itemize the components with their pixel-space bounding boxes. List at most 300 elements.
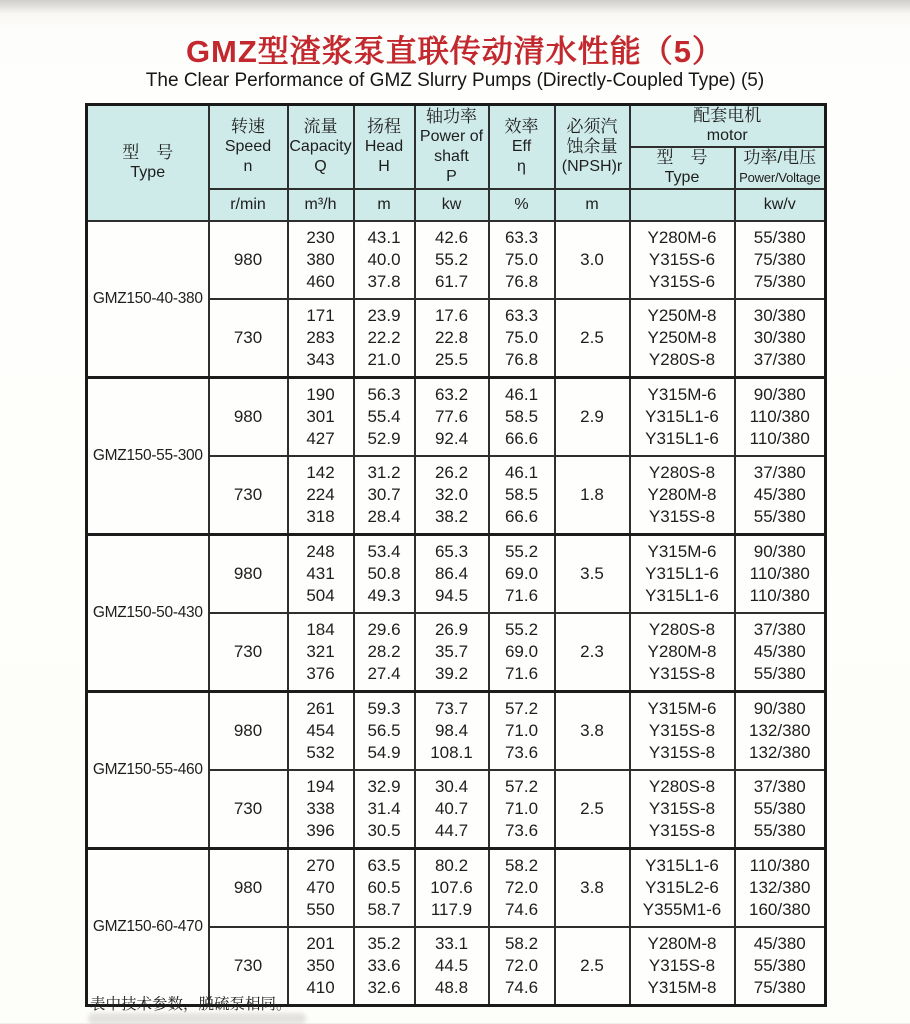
power-voltage-cell-value: 90/380 bbox=[753, 542, 806, 561]
speed-cell bbox=[209, 849, 288, 928]
eff-cell-value: 58.2 bbox=[504, 934, 539, 953]
col-header-eff: 效率 Eff η bbox=[489, 105, 555, 190]
motor-type-cell-value: Y315S-8 bbox=[648, 821, 716, 840]
capacity-cell-value: 410 bbox=[306, 978, 335, 997]
motor-type-cell-value: Y315M-6 bbox=[647, 699, 717, 718]
shaft-power-cell bbox=[415, 535, 489, 614]
power-voltage-cell-value: 37/380 bbox=[753, 350, 806, 369]
capacity-cell-value: 454 bbox=[306, 721, 335, 740]
npsh-cell-value: 2.5 bbox=[580, 799, 604, 818]
scan-top-shade bbox=[0, 0, 910, 14]
head-cell bbox=[354, 613, 415, 692]
shaft-power-cell-value: 26.2 bbox=[434, 463, 469, 482]
shaft-power-cell bbox=[415, 613, 489, 692]
header-row-1 bbox=[87, 105, 826, 148]
head-cell-value: 59.3 bbox=[367, 699, 401, 718]
speed-cell bbox=[209, 378, 288, 457]
motor-type-cell-value: Y315L1-6 bbox=[645, 407, 719, 426]
eff-cell-value: 76.8 bbox=[504, 350, 539, 369]
col-header-motor-type: 型 号 Type bbox=[630, 147, 735, 189]
head-cell-value: 55.4 bbox=[367, 407, 401, 426]
model-cell bbox=[87, 221, 209, 378]
power-voltage-cell bbox=[735, 378, 826, 457]
motor-type-cell-value: Y315S-6 bbox=[648, 272, 716, 291]
power-voltage-cell-value: 90/380 bbox=[753, 385, 806, 404]
motor-type-cell-value: Y280M-8 bbox=[647, 485, 717, 504]
speed-cell-value: 980 bbox=[233, 878, 263, 897]
motor-type-cell-value: Y280M-8 bbox=[647, 934, 717, 953]
eff-cell-value: 63.3 bbox=[504, 228, 539, 247]
motor-type-cell-value: Y315S-8 bbox=[648, 743, 716, 762]
npsh-cell-value: 3.8 bbox=[580, 878, 604, 897]
eff-cell-value: 71.6 bbox=[504, 664, 539, 683]
eff-cell-value: 58.5 bbox=[504, 485, 539, 504]
model-cell bbox=[87, 849, 209, 1006]
model-cell bbox=[87, 692, 209, 849]
head-cell-value: 35.2 bbox=[367, 934, 401, 953]
motor-type-cell-value: Y315S-8 bbox=[648, 721, 716, 740]
shaft-power-cell-value: 33.1 bbox=[434, 934, 469, 953]
power-voltage-cell-value: 55/380 bbox=[753, 507, 806, 526]
head-cell-value: 27.4 bbox=[367, 664, 401, 683]
capacity-cell-value: 201 bbox=[306, 934, 335, 953]
head-cell bbox=[354, 299, 415, 378]
capacity-cell bbox=[288, 378, 354, 457]
shaft-power-cell-value: 86.4 bbox=[434, 564, 469, 583]
npsh-cell bbox=[555, 535, 630, 614]
npsh-cell-value: 2.3 bbox=[580, 642, 604, 661]
head-cell-value: 31.2 bbox=[367, 463, 401, 482]
speed-cell-value: 730 bbox=[233, 642, 263, 661]
shaft-power-cell-value: 40.7 bbox=[434, 799, 469, 818]
shaft-power-cell-value: 32.0 bbox=[434, 485, 469, 504]
eff-cell-value: 71.0 bbox=[504, 799, 539, 818]
shaft-power-cell-value: 39.2 bbox=[434, 664, 469, 683]
eff-cell-value: 75.0 bbox=[504, 250, 539, 269]
motor-type-cell bbox=[630, 456, 735, 535]
model-cell-value: GMZ150-55-460 bbox=[92, 761, 203, 778]
shaft-power-cell-value: 117.9 bbox=[430, 900, 473, 919]
shaft-power-cell-value: 77.6 bbox=[434, 407, 469, 426]
eff-cell bbox=[489, 299, 555, 378]
head-cell-value: 50.8 bbox=[367, 564, 401, 583]
eff-cell-value: 72.0 bbox=[504, 878, 539, 897]
head-cell-value: 23.9 bbox=[367, 306, 401, 325]
eff-cell-value: 71.6 bbox=[504, 586, 539, 605]
motor-type-cell bbox=[630, 299, 735, 378]
col-header-capacity: 流量 Capacity Q bbox=[288, 105, 354, 190]
head-cell bbox=[354, 456, 415, 535]
head-cell-value: 33.6 bbox=[367, 956, 401, 975]
unit-head: m bbox=[354, 189, 415, 221]
power-voltage-cell-value: 160/380 bbox=[749, 900, 811, 919]
head-cell bbox=[354, 221, 415, 299]
motor-type-cell-value: Y315M-6 bbox=[647, 385, 717, 404]
eff-cell-value: 46.1 bbox=[504, 385, 539, 404]
head-cell-value: 28.4 bbox=[367, 507, 401, 526]
model-cell bbox=[87, 378, 209, 535]
head-cell-value: 43.1 bbox=[367, 228, 401, 247]
speed-cell-value: 730 bbox=[233, 956, 263, 975]
head-cell-value: 30.5 bbox=[367, 821, 401, 840]
eff-cell-value: 58.5 bbox=[504, 407, 539, 426]
head-cell bbox=[354, 535, 415, 614]
table-body bbox=[87, 221, 826, 1006]
power-voltage-cell-value: 30/380 bbox=[753, 306, 806, 325]
npsh-cell-value: 3.5 bbox=[580, 564, 604, 583]
shaft-power-cell-value: 65.3 bbox=[434, 542, 469, 561]
shaft-power-cell-value: 48.8 bbox=[434, 978, 469, 997]
shaft-power-cell-value: 94.5 bbox=[434, 586, 469, 605]
shaft-power-cell-value: 61.7 bbox=[434, 272, 469, 291]
capacity-cell bbox=[288, 535, 354, 614]
power-voltage-cell-value: 37/380 bbox=[753, 463, 806, 482]
model-cell-value: GMZ150-60-470 bbox=[92, 918, 203, 935]
npsh-cell-value: 1.8 bbox=[580, 485, 604, 504]
data-row bbox=[87, 692, 826, 771]
head-cell-value: 53.4 bbox=[367, 542, 401, 561]
head-cell bbox=[354, 849, 415, 928]
shaft-power-cell bbox=[415, 692, 489, 771]
head-cell-value: 30.7 bbox=[367, 485, 401, 504]
data-row bbox=[87, 849, 826, 928]
unit-motor-type bbox=[630, 189, 735, 221]
eff-cell-value: 57.2 bbox=[504, 699, 539, 718]
speed-cell-value: 730 bbox=[233, 485, 263, 504]
eff-cell-value: 57.2 bbox=[504, 777, 539, 796]
power-voltage-cell-value: 45/380 bbox=[753, 485, 806, 504]
motor-type-cell-value: Y355M1-6 bbox=[642, 900, 722, 919]
eff-cell bbox=[489, 613, 555, 692]
speed-cell bbox=[209, 770, 288, 849]
capacity-cell-value: 261 bbox=[306, 699, 335, 718]
eff-cell-value: 74.6 bbox=[504, 900, 539, 919]
data-row bbox=[87, 378, 826, 457]
power-voltage-cell-value: 90/380 bbox=[753, 699, 806, 718]
shaft-power-cell-value: 44.7 bbox=[434, 821, 469, 840]
head-cell-value: 60.5 bbox=[367, 878, 401, 897]
power-voltage-cell-value: 55/380 bbox=[753, 956, 806, 975]
type-header-en: Type bbox=[130, 164, 166, 181]
motor-type-cell-value: Y315S-8 bbox=[648, 799, 716, 818]
shaft-power-cell bbox=[415, 221, 489, 299]
shaft-power-cell bbox=[415, 849, 489, 928]
motor-type-cell-value: Y280S-8 bbox=[648, 463, 716, 482]
head-cell bbox=[354, 378, 415, 457]
eff-cell-value: 66.6 bbox=[504, 429, 539, 448]
power-voltage-cell-value: 37/380 bbox=[753, 777, 806, 796]
unit-motor-pv: kw/v bbox=[735, 189, 826, 221]
shaft-power-cell-value: 73.7 bbox=[434, 699, 469, 718]
capacity-cell bbox=[288, 221, 354, 299]
head-cell-value: 40.0 bbox=[367, 250, 401, 269]
power-voltage-cell bbox=[735, 613, 826, 692]
shaft-power-cell-value: 55.2 bbox=[434, 250, 469, 269]
shaft-power-cell-value: 38.2 bbox=[434, 507, 469, 526]
eff-cell bbox=[489, 456, 555, 535]
npsh-cell bbox=[555, 770, 630, 849]
eff-cell-value: 63.3 bbox=[504, 306, 539, 325]
capacity-cell-value: 142 bbox=[306, 463, 335, 482]
motor-type-cell bbox=[630, 692, 735, 771]
motor-type-cell-value: Y315L1-6 bbox=[645, 856, 719, 875]
page-title: GMZ型渣浆泵直联传动清水性能（5） bbox=[185, 34, 725, 69]
capacity-cell-value: 431 bbox=[306, 564, 335, 583]
shaft-power-cell-value: 35.7 bbox=[434, 642, 469, 661]
capacity-cell-value: 194 bbox=[306, 777, 335, 796]
shaft-power-cell bbox=[415, 299, 489, 378]
npsh-cell-value: 2.5 bbox=[580, 956, 604, 975]
shaft-power-cell-value: 26.9 bbox=[434, 620, 469, 639]
power-voltage-cell-value: 110/380 bbox=[749, 564, 810, 583]
motor-type-cell bbox=[630, 770, 735, 849]
npsh-cell bbox=[555, 927, 630, 1006]
shaft-power-cell-value: 44.5 bbox=[434, 956, 469, 975]
unit-eff: % bbox=[489, 189, 555, 221]
col-header-shaft-power: 轴功率 Power of shaft P bbox=[415, 105, 489, 190]
npsh-cell-value: 3.8 bbox=[580, 721, 604, 740]
model-cell-value: GMZ150-40-380 bbox=[92, 290, 203, 307]
motor-type-cell-value: Y315S-6 bbox=[648, 250, 716, 269]
motor-type-cell-value: Y280S-8 bbox=[648, 777, 716, 796]
eff-cell-value: 73.6 bbox=[504, 743, 539, 762]
head-cell-value: 32.6 bbox=[367, 978, 401, 997]
eff-cell-value: 73.6 bbox=[504, 821, 539, 840]
motor-type-cell bbox=[630, 613, 735, 692]
motor-type-cell-value: Y315S-8 bbox=[648, 664, 716, 683]
capacity-cell-value: 283 bbox=[306, 328, 335, 347]
npsh-cell bbox=[555, 692, 630, 771]
shaft-power-cell-value: 25.5 bbox=[434, 350, 469, 369]
model-cell-value: GMZ150-50-430 bbox=[92, 604, 203, 621]
capacity-cell-value: 460 bbox=[306, 272, 335, 291]
motor-type-cell-value: Y315L2-6 bbox=[645, 878, 719, 897]
capacity-cell-value: 350 bbox=[306, 956, 335, 975]
eff-cell-value: 55.2 bbox=[504, 620, 539, 639]
speed-cell-value: 730 bbox=[233, 328, 263, 347]
shaft-power-cell bbox=[415, 456, 489, 535]
motor-type-cell-value: Y250M-8 bbox=[647, 306, 717, 325]
eff-cell bbox=[489, 535, 555, 614]
col-header-npsh: 必须汽 蚀余量 (NPSH)r bbox=[555, 105, 630, 190]
capacity-cell-value: 171 bbox=[306, 306, 335, 325]
head-cell-value: 56.5 bbox=[367, 721, 401, 740]
motor-type-cell bbox=[630, 535, 735, 614]
head-cell-value: 32.9 bbox=[367, 777, 401, 796]
col-header-motor-pv: 功率/电压 Power/Voltage bbox=[735, 147, 826, 189]
capacity-cell bbox=[288, 849, 354, 928]
capacity-cell-value: 343 bbox=[306, 350, 335, 369]
speed-cell bbox=[209, 535, 288, 614]
shaft-power-cell-value: 17.6 bbox=[434, 306, 469, 325]
npsh-cell bbox=[555, 221, 630, 299]
motor-type-cell-value: Y315L1-6 bbox=[645, 429, 719, 448]
capacity-cell-value: 532 bbox=[306, 743, 335, 762]
npsh-cell bbox=[555, 456, 630, 535]
eff-cell-value: 72.0 bbox=[504, 956, 539, 975]
head-cell-value: 37.8 bbox=[367, 272, 401, 291]
head-cell-value: 49.3 bbox=[367, 586, 401, 605]
power-voltage-cell-value: 45/380 bbox=[753, 934, 806, 953]
head-cell-value: 22.2 bbox=[367, 328, 401, 347]
motor-type-cell-value: Y280S-8 bbox=[648, 620, 716, 639]
speed-cell bbox=[209, 613, 288, 692]
model-cell-value: GMZ150-55-300 bbox=[92, 447, 203, 464]
head-cell-value: 29.6 bbox=[367, 620, 401, 639]
npsh-cell bbox=[555, 299, 630, 378]
type-header-zh: 型 号 bbox=[122, 143, 174, 162]
power-voltage-cell bbox=[735, 299, 826, 378]
capacity-cell bbox=[288, 299, 354, 378]
capacity-cell-value: 224 bbox=[306, 485, 335, 504]
power-voltage-cell-value: 132/380 bbox=[749, 878, 811, 897]
speed-cell-value: 980 bbox=[233, 250, 263, 269]
shaft-power-cell-value: 30.4 bbox=[434, 777, 469, 796]
shaft-power-cell-value: 108.1 bbox=[430, 743, 473, 762]
eff-cell-value: 69.0 bbox=[504, 564, 539, 583]
head-cell-value: 58.7 bbox=[367, 900, 401, 919]
shaft-power-cell bbox=[415, 770, 489, 849]
head-cell-value: 54.9 bbox=[367, 743, 401, 762]
head-cell-value: 52.9 bbox=[367, 429, 401, 448]
npsh-cell-value: 2.5 bbox=[580, 328, 604, 347]
head-cell-value: 28.2 bbox=[367, 642, 401, 661]
speed-cell-value: 980 bbox=[233, 407, 263, 426]
shaft-power-cell-value: 92.4 bbox=[434, 429, 469, 448]
eff-cell bbox=[489, 770, 555, 849]
motor-type-cell bbox=[630, 378, 735, 457]
capacity-cell bbox=[288, 456, 354, 535]
footer-note: 表中技术参数，脱硫泵相同。 bbox=[90, 996, 292, 1013]
power-voltage-cell-value: 55/380 bbox=[753, 664, 806, 683]
shaft-power-cell-value: 42.6 bbox=[434, 228, 469, 247]
capacity-cell-value: 427 bbox=[306, 429, 335, 448]
data-row bbox=[87, 221, 826, 299]
head-cell-value: 31.4 bbox=[367, 799, 401, 818]
col-header-head: 扬程 Head H bbox=[354, 105, 415, 190]
col-header-motor-group: 配套电机 motor bbox=[630, 105, 826, 148]
head-cell bbox=[354, 927, 415, 1006]
capacity-cell-value: 184 bbox=[306, 620, 335, 639]
power-voltage-cell-value: 75/380 bbox=[753, 978, 806, 997]
unit-capacity: m³/h bbox=[288, 189, 354, 221]
motor-type-cell bbox=[630, 849, 735, 928]
npsh-cell-value: 3.0 bbox=[580, 250, 604, 269]
power-voltage-cell bbox=[735, 535, 826, 614]
capacity-cell-value: 318 bbox=[306, 507, 335, 526]
npsh-cell bbox=[555, 613, 630, 692]
page-subtitle: The Clear Performance of GMZ Slurry Pumps (Directly-Coupled Type) (5) bbox=[145, 70, 765, 91]
capacity-cell-value: 190 bbox=[306, 385, 335, 404]
power-voltage-cell-value: 55/380 bbox=[753, 799, 806, 818]
speed-cell-value: 730 bbox=[233, 799, 263, 818]
npsh-cell-value: 2.9 bbox=[580, 407, 604, 426]
power-voltage-cell bbox=[735, 927, 826, 1006]
eff-cell-value: 75.0 bbox=[504, 328, 539, 347]
capacity-cell-value: 321 bbox=[306, 642, 335, 661]
head-cell bbox=[354, 770, 415, 849]
unit-power: kw bbox=[415, 189, 489, 221]
motor-type-cell bbox=[630, 221, 735, 299]
power-voltage-cell-value: 55/380 bbox=[753, 228, 806, 247]
eff-cell-value: 58.2 bbox=[504, 856, 539, 875]
capacity-cell bbox=[288, 613, 354, 692]
eff-cell-value: 76.8 bbox=[504, 272, 539, 291]
eff-cell-value: 66.6 bbox=[504, 507, 539, 526]
eff-cell-value: 69.0 bbox=[504, 642, 539, 661]
shaft-power-cell-value: 107.6 bbox=[430, 878, 473, 897]
capacity-cell-value: 248 bbox=[306, 542, 335, 561]
speed-cell-value: 980 bbox=[233, 564, 263, 583]
eff-cell bbox=[489, 692, 555, 771]
capacity-cell bbox=[288, 927, 354, 1006]
eff-cell bbox=[489, 378, 555, 457]
capacity-cell-value: 380 bbox=[306, 250, 335, 269]
shaft-power-cell-value: 80.2 bbox=[434, 856, 469, 875]
capacity-cell-value: 396 bbox=[306, 821, 335, 840]
model-cell bbox=[87, 535, 209, 692]
capacity-cell bbox=[288, 692, 354, 771]
motor-type-cell-value: Y315S-8 bbox=[648, 956, 716, 975]
speed-cell bbox=[209, 692, 288, 771]
capacity-cell-value: 270 bbox=[306, 856, 335, 875]
power-voltage-cell bbox=[735, 849, 826, 928]
speed-cell bbox=[209, 456, 288, 535]
eff-cell bbox=[489, 927, 555, 1006]
power-voltage-cell-value: 110/380 bbox=[749, 429, 810, 448]
power-voltage-cell-value: 110/380 bbox=[749, 856, 810, 875]
power-voltage-cell-value: 132/380 bbox=[749, 743, 811, 762]
motor-type-cell-value: Y250M-8 bbox=[647, 328, 717, 347]
motor-type-cell-value: Y280S-8 bbox=[648, 350, 716, 369]
power-voltage-cell-value: 55/380 bbox=[753, 821, 806, 840]
power-voltage-cell bbox=[735, 770, 826, 849]
npsh-cell bbox=[555, 378, 630, 457]
motor-type-cell bbox=[630, 927, 735, 1006]
motor-type-cell-value: Y280M-6 bbox=[647, 228, 717, 247]
eff-cell-value: 71.0 bbox=[504, 721, 539, 740]
unit-npsh: m bbox=[555, 189, 630, 221]
motor-type-cell-value: Y315L1-6 bbox=[645, 586, 719, 605]
head-cell-value: 56.3 bbox=[367, 385, 401, 404]
scan-bottom-smudge bbox=[88, 1013, 306, 1024]
eff-cell bbox=[489, 849, 555, 928]
eff-cell-value: 46.1 bbox=[504, 463, 539, 482]
power-voltage-cell-value: 110/380 bbox=[749, 407, 810, 426]
capacity-cell-value: 338 bbox=[306, 799, 335, 818]
motor-type-cell-value: Y315M-6 bbox=[647, 542, 717, 561]
motor-type-cell-value: Y315S-8 bbox=[648, 507, 716, 526]
speed-cell bbox=[209, 221, 288, 299]
head-cell-value: 63.5 bbox=[367, 856, 401, 875]
npsh-cell bbox=[555, 849, 630, 928]
data-row bbox=[87, 535, 826, 614]
power-voltage-cell bbox=[735, 221, 826, 299]
shaft-power-cell bbox=[415, 927, 489, 1006]
power-voltage-cell-value: 30/380 bbox=[753, 328, 806, 347]
capacity-cell-value: 550 bbox=[306, 900, 335, 919]
shaft-power-cell-value: 22.8 bbox=[434, 328, 469, 347]
power-voltage-cell-value: 37/380 bbox=[753, 620, 806, 639]
head-cell-value: 21.0 bbox=[367, 350, 401, 369]
speed-cell bbox=[209, 299, 288, 378]
unit-speed: r/min bbox=[209, 189, 288, 221]
head-cell bbox=[354, 692, 415, 771]
motor-type-cell-value: Y280M-8 bbox=[647, 642, 717, 661]
capacity-cell bbox=[288, 770, 354, 849]
capacity-cell-value: 230 bbox=[306, 228, 335, 247]
motor-type-cell-value: Y315M-8 bbox=[647, 978, 717, 997]
